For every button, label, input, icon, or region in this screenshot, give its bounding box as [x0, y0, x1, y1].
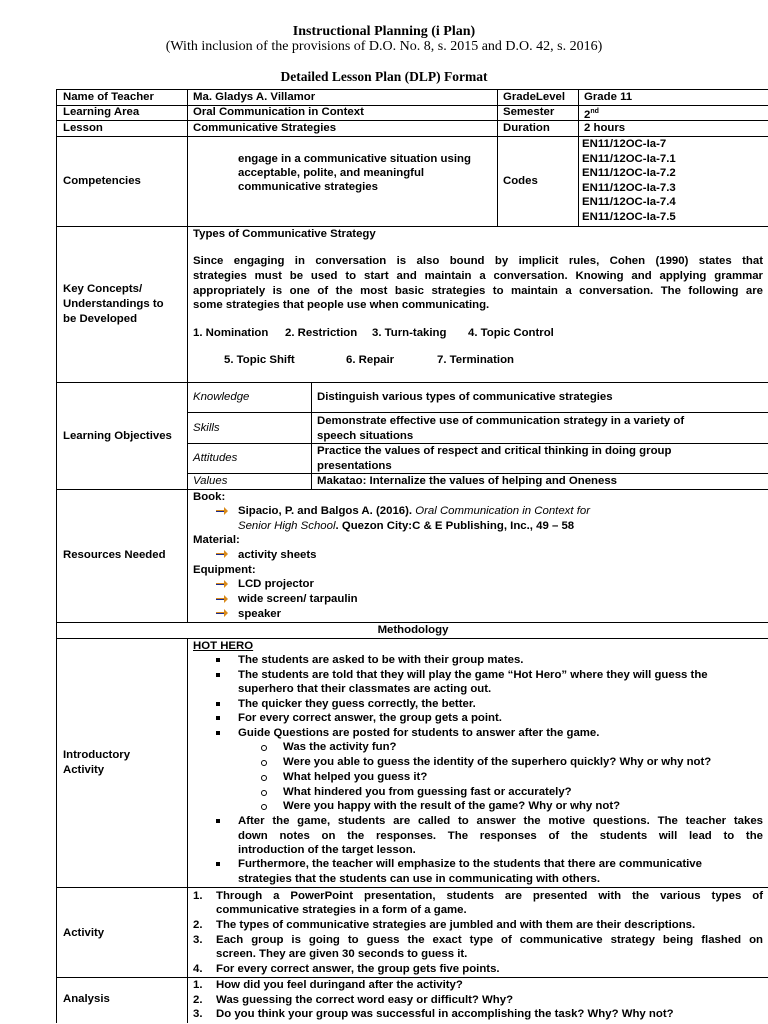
codes-label: Codes: [503, 175, 538, 187]
intro-bullet: For every correct answer, the group gets a point.: [238, 712, 502, 724]
competency-line: engage in a communicative situation using: [238, 153, 471, 165]
bullet-arrow-icon: [216, 579, 228, 589]
bullet-square-icon: [216, 819, 220, 823]
bullet-square-icon: [216, 702, 220, 706]
semester-label: Semester: [503, 106, 555, 118]
item-number: 2.: [193, 919, 203, 931]
key-concepts-label: Understandings to: [63, 298, 164, 310]
bullet-square-icon: [216, 716, 220, 720]
item-number: 1.: [193, 890, 203, 902]
values-value: Makatao: Internalize the values of helping and Oneness: [317, 475, 618, 487]
bullet-square-icon: [216, 658, 220, 662]
intro-bullet: introduction of the target lesson.: [238, 844, 416, 856]
item-number: 3.: [193, 934, 203, 946]
bullet-arrow-icon: [216, 506, 228, 516]
code-item: EN11/12OC-Ia-7.5: [582, 211, 676, 223]
strategy-item: 4. Topic Control: [468, 327, 554, 339]
equipment-item: LCD projector: [238, 578, 314, 590]
attitudes-value: presentations: [317, 460, 392, 472]
material-label: Material:: [193, 534, 240, 546]
strategy-item: 5. Topic Shift: [224, 354, 295, 366]
key-concepts-heading: Types of Communicative Strategy: [193, 228, 376, 240]
equipment-label: Equipment:: [193, 564, 256, 576]
duration-label: Duration: [503, 122, 550, 134]
intro-heading: HOT HERO: [193, 640, 254, 652]
area-value: Oral Communication in Context: [193, 106, 364, 118]
activity-label: Activity: [63, 927, 105, 939]
guide-question: Were you happy with the result of the game? Why or why not?: [283, 800, 621, 812]
guide-question: Were you able to guess the identity of the superhero quickly? Why or why not?: [283, 756, 712, 768]
bullet-arrow-icon: [216, 549, 228, 559]
item-number: 3.: [193, 1008, 203, 1020]
area-label: Learning Area: [63, 106, 140, 118]
analysis-item: How did you feel duringand after the activity?: [216, 979, 463, 991]
skills-value: Demonstrate effective use of communication strategy in a variety of: [317, 415, 685, 427]
intro-bullet: Furthermore, the teacher will emphasize to the students that there are communicative: [238, 858, 702, 870]
activity-item: communicative strategies in a form of a game.: [216, 904, 467, 916]
activity-item: For every correct answer, the group gets five points.: [216, 963, 500, 975]
intro-label: Introductory: [63, 749, 131, 761]
guide-question: What hindered you from guessing fast or accurately?: [283, 786, 572, 798]
teacher-value: Ma. Gladys A. Villamor: [193, 91, 316, 103]
knowledge-label: Knowledge: [193, 391, 250, 403]
objectives-label: Learning Objectives: [63, 430, 172, 442]
activity-item: Through a PowerPoint presentation, students are presented with the various types of: [216, 890, 763, 902]
key-concepts-para: appropriately is one of the most basic strategies to maintain a conversation. The following are: [193, 285, 763, 297]
duration-value: 2 hours: [584, 122, 626, 134]
code-item: EN11/12OC-Ia-7: [582, 138, 667, 150]
analysis-label: Analysis: [63, 993, 110, 1005]
bullet-square-icon: [216, 731, 220, 735]
bullet-circle-icon: [261, 804, 267, 810]
methodology-header: Methodology: [377, 624, 449, 636]
strategy-item: 6. Repair: [346, 354, 395, 366]
material-item: activity sheets: [238, 549, 317, 561]
activity-item: screen. They are given 30 seconds to guess it.: [216, 948, 468, 960]
bullet-square-icon: [216, 673, 220, 677]
code-item: EN11/12OC-Ia-7.4: [582, 196, 676, 208]
strategy-item: 3. Turn-taking: [372, 327, 447, 339]
bullet-arrow-icon: [216, 608, 228, 618]
attitudes-label: Attitudes: [193, 452, 238, 464]
guide-question: What helped you guess it?: [283, 771, 428, 783]
competencies-label: Competencies: [63, 175, 141, 187]
document-subtitle: (With inclusion of the provisions of D.O. No. 8, s. 2015 and D.O. 42, s. 2016): [165, 39, 603, 54]
intro-bullet: strategies that the students can use in communicating with others.: [238, 873, 601, 885]
bullet-circle-icon: [261, 790, 267, 796]
code-item: EN11/12OC-Ia-7.2: [582, 167, 676, 179]
teacher-label: Name of Teacher: [63, 91, 154, 103]
bullet-circle-icon: [261, 760, 267, 766]
intro-bullet: Guide Questions are posted for students to answer after the game.: [238, 727, 600, 739]
strategy-item: 7. Termination: [437, 354, 515, 366]
knowledge-value: Distinguish various types of communicative strategies: [317, 391, 613, 403]
guide-question: Was the activity fun?: [283, 741, 397, 753]
gradelevel-value: Grade 11: [584, 91, 633, 103]
intro-bullet: superhero that their classmates are acting out.: [238, 683, 492, 695]
key-concepts-para: strategies must be used to start and maintain a conversation. Knowing and applying grammar: [193, 270, 763, 282]
strategy-item: 2. Restriction: [285, 327, 358, 339]
gradelevel-label: GradeLevel: [503, 91, 566, 103]
intro-bullet: down notes on the responses. The responses of the students will lead to the: [238, 830, 763, 842]
bullet-square-icon: [216, 862, 220, 866]
skills-value: speech situations: [317, 430, 414, 442]
intro-bullet: After the game, students are called to answer the motive questions. The teacher takes: [238, 815, 763, 827]
bullet-circle-icon: [261, 775, 267, 781]
intro-label: Activity: [63, 764, 105, 776]
intro-bullet: The quicker they guess correctly, the better.: [238, 698, 476, 710]
resources-label: Resources Needed: [63, 549, 166, 561]
attitudes-value: Practice the values of respect and critical thinking in doing group: [317, 445, 672, 457]
key-concepts-label: be Developed: [63, 313, 138, 325]
book-citation: Sipacio, P. and Balgos A. (2016). Oral Communication in Context for: [238, 505, 590, 517]
lesson-value: Communicative Strategies: [193, 122, 337, 134]
document-title: Instructional Planning (i Plan): [292, 24, 476, 39]
lesson-label: Lesson: [63, 122, 103, 134]
competency-line: communicative strategies: [238, 181, 378, 193]
bullet-arrow-icon: [216, 594, 228, 604]
analysis-item: Was guessing the correct word easy or difficult? Why?: [216, 994, 514, 1006]
competency-line: acceptable, polite, and meaningful: [238, 167, 425, 179]
code-item: EN11/12OC-Ia-7.1: [582, 153, 676, 165]
code-item: EN11/12OC-Ia-7.3: [582, 182, 676, 194]
equipment-item: wide screen/ tarpaulin: [238, 593, 358, 605]
book-citation: Senior High School. Quezon City:C & E Publishing, Inc., 49 – 58: [238, 520, 575, 532]
intro-bullet: The students are told that they will play the game “Hot Hero” where they will guess the: [238, 669, 708, 681]
strategy-item: 1. Nomination: [193, 327, 269, 339]
equipment-item: speaker: [238, 608, 282, 620]
key-concepts-para: some strategies that people use when communicating.: [193, 299, 490, 311]
format-title: Detailed Lesson Plan (DLP) Format: [280, 69, 488, 84]
key-concepts-label: Key Concepts/: [63, 283, 143, 295]
item-number: 2.: [193, 994, 203, 1006]
semester-value: 2nd: [584, 108, 599, 121]
book-label: Book:: [193, 491, 226, 503]
bullet-circle-icon: [261, 745, 267, 751]
skills-label: Skills: [193, 422, 220, 434]
activity-item: Each group is going to guess the exact type of communicative strategy being flashed on: [216, 934, 763, 946]
key-concepts-para: Since engaging in conversation is also bound by implicit rules, Cohen (1990) states that: [193, 255, 763, 267]
intro-bullet: The students are asked to be with their group mates.: [238, 654, 524, 666]
item-number: 4.: [193, 963, 203, 975]
values-label: Values: [193, 475, 228, 487]
item-number: 1.: [193, 979, 203, 991]
analysis-item: Do you think your group was successful in accomplishing the task? Why? Why not?: [216, 1008, 674, 1020]
activity-item: The types of communicative strategies are jumbled and with them are their descriptions.: [216, 919, 696, 931]
